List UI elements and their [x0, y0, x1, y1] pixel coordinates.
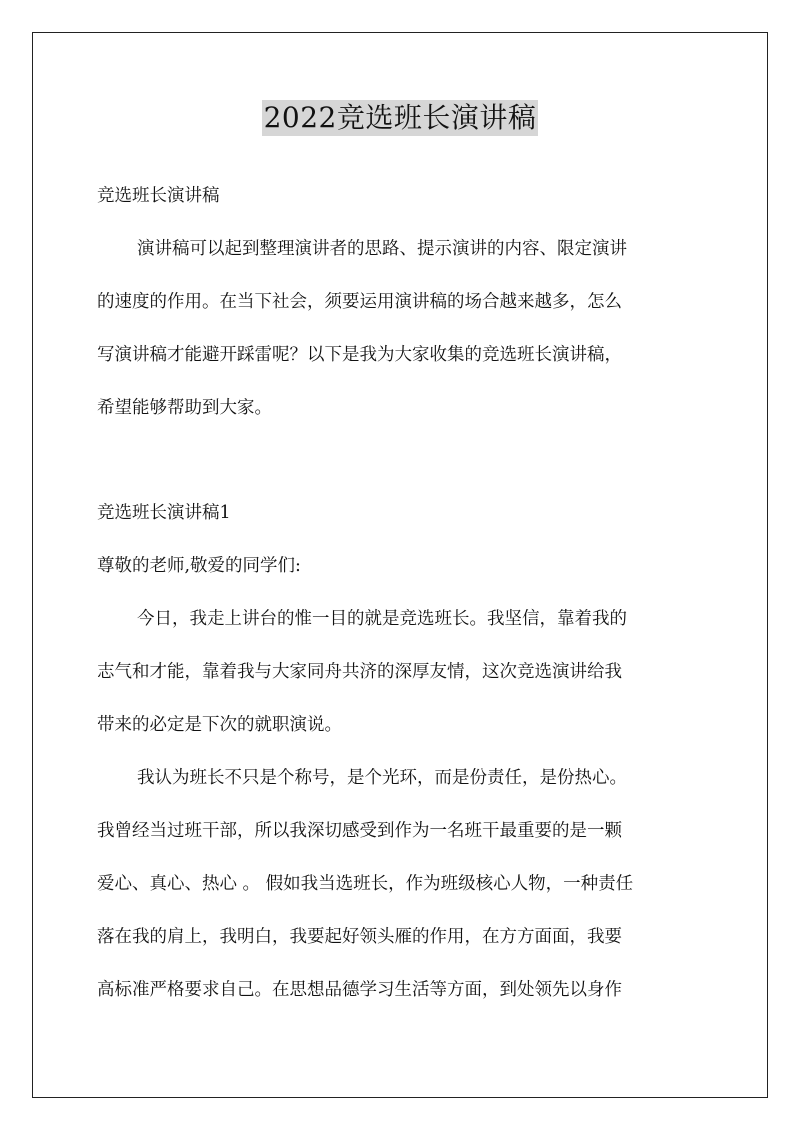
paragraph-line: 爱心、真心、热心 。 假如我当选班长，作为班级核心人物，一种责任	[97, 874, 634, 894]
paragraph-line: 落在我的肩上，我明白，我要起好领头雁的作用，在方方面面，我要	[97, 927, 622, 947]
paragraph-gap	[97, 435, 707, 487]
paragraph-line: 今日，我走上讲台的惟一目的就是竞选班长。我坚信，靠着我的	[137, 609, 627, 629]
paragraph-line: 志气和才能，靠着我与大家同舟共济的深厚友情，这次竞选演讲给我	[97, 662, 622, 682]
paragraph-line: 演讲稿可以起到整理演讲者的思路、提示演讲的内容、限定演讲	[137, 239, 627, 259]
paragraph-line: 我认为班长不只是个称号，是个光环，而是份责任，是份热心。	[137, 768, 627, 788]
document-title: 2022竞选班长演讲稿	[263, 101, 537, 134]
title-container	[0, 100, 800, 136]
paragraph-line: 高标准严格要求自己。在思想品德学习生活等方面，到处领先以身作	[97, 980, 622, 1000]
document-body	[97, 170, 707, 1017]
paragraph-line: 写演讲稿才能避开踩雷呢？以下是我为大家收集的竞选班长演讲稿，	[97, 345, 622, 365]
paragraph-line: 我曾经当过班干部，所以我深切感受到作为一名班干最重要的是一颗	[97, 821, 622, 841]
paragraph-line: 带来的必定是下次的就职演说。	[97, 715, 342, 735]
section-heading: 竞选班长演讲稿1	[97, 503, 231, 523]
paragraph-line: 希望能够帮助到大家。	[97, 398, 272, 418]
paragraph-line: 的速度的作用。在当下社会，须要运用演讲稿的场合越来越多，怎么	[97, 292, 622, 312]
salutation: 尊敬的老师,敬爱的同学们:	[97, 556, 301, 576]
section-heading: 竞选班长演讲稿	[97, 186, 220, 206]
